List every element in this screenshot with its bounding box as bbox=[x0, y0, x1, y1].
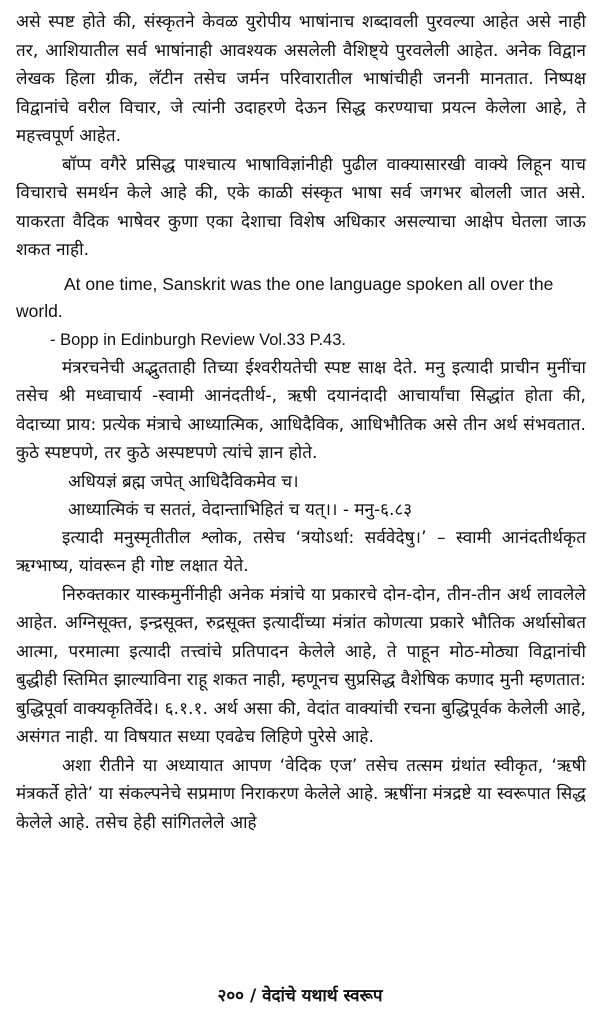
paragraph-yaska-nirukta: निरुक्तकार यास्कमुनींनीही अनेक मंत्रांचे या प्रकारचे दोन-दोन, तीन-तीन अर्थ लावलेले आहेत. अग्निसूक्त, इन्द्रसूक्त, रुद्रसूक्त इत्यादींच्या मंत्रांत कोणत्या प्रकारे भौतिक अर्थासोबत आत्मा, परमात्मा इत्यादी तत्त्वांचे प्रतिपादन केलेले आहे, ते पाहून मोठ-मोठ्या विद्वानांची बुद्धीही स्तिमित झाल्याविना राहू शकत नाही, म्हणूनच सुप्रसिद्ध वैशेषिक कणाद मुनी म्हणतात: बुद्धिपूर्वा वाक्यकृतिर्वेदे। ६.१.१. अर्थ असा की, वेदांत वाक्यांची रचना बुद्धिपूर्वक केलेली आहे, असंगत नाही. या विषयात सध्या एवढेच लिहिणे पुरेसे आहे. bbox=[16, 584, 586, 747]
paragraph-chapter-summary: अशा रीतीने या अध्यायात आपण ‘वेदिक एज’ तसेच तत्सम ग्रंथांत स्वीकृत, ‘ऋषी मंत्रकर्ते होते’ या संकल्पनेचे सप्रमाण निराकरण केलेले आहे. ऋषींना मंत्रद्रष्टे या स्वरूपात सिद्ध केलेले आहे. तसेच हेही सांगितलेले आहे bbox=[16, 755, 586, 833]
paragraph-sanskrit-vocabulary: असे स्पष्ट होते की, संस्कृतने केवळ युरोपीय भाषांनाच शब्दावली पुरवल्या आहेत असे नाही तर, आशियातील सर्व भाषांनाही आवश्यक असलेली वैशिष्ट्ये पुरवलेली आहेत. अनेक विद्वान लेखक हिला ग्रीक, लॅटीन तसेच जर्मन परिवारातील भाषांचीही जननी मानतात. निष्पक्ष विद्वानांचे वरील विचार, जे त्यांनी उदाहरणे देऊन सिद्ध करण्याचा प्रयत्न केलेला आहे, ते महत्त्वपूर्ण आहेत. bbox=[16, 12, 586, 146]
paragraph-mantra-meanings: मंत्ररचनेची अद्भुतताही तिच्या ईश्वरीयतेची स्पष्ट साक्ष देते. मनु इत्यादी प्राचीन मुनींचा तसेच श्री मध्वाचार्य -स्वामी आनंदतीर्थ-, ऋषी दयानंदादी आचार्यांचा सिद्धांत होता की, वेदाच्या प्राय: प्रत्येक मंत्राचे आध्यात्मिक, आधिदैविक, आधिभौतिक असे तीन अर्थ संभवतात. कुठे स्पष्टपणे, तर कुठे अस्पष्टपणे त्यांचे ज्ञान होते. bbox=[16, 357, 586, 463]
english-quote: At one time, Sanskrit was the one language spoken all over the world. bbox=[16, 273, 554, 321]
paragraph-bopp-statement: बॉप्प वगैरे प्रसिद्ध पाश्चात्य भाषाविज्ञांनीही पुढील वाक्यासारखी वाक्ये लिहून याच विचाराचे समर्थन केले आहे की, एके काळी संस्कृत भाषा सर्व जगभर बोलली जात असे. याकरता वैदिक भाषेवर कुणा एका देशाचा विशेष अधिकार असल्याचा आक्षेप घेतला जाऊ शकत नाही. bbox=[16, 154, 586, 260]
paragraph-manusmriti: इत्यादी मनुस्मृतीतील श्लोक, तसेच ‘त्रयोऽर्था: सर्ववेदेषु।’ – स्वामी आनंदतीर्थकृत ऋग्भाष्य, यांवरून ही गोष्ट लक्षात येते. bbox=[16, 527, 586, 576]
verse-line-1: अधियज्ञं ब्रह्म जपेत् आधिदैविकमेव च। bbox=[68, 471, 299, 492]
verse-line-2: आध्यात्मिकं च सततं, वेदान्ताभिहितं च यत्।। - मनु-६.८३ bbox=[68, 499, 413, 520]
quote-citation: - Bopp in Edinburgh Review Vol.33 P.43. bbox=[50, 330, 346, 349]
page-footer: २०० / वेदांचे यथार्थ स्वरूप bbox=[217, 986, 383, 1006]
